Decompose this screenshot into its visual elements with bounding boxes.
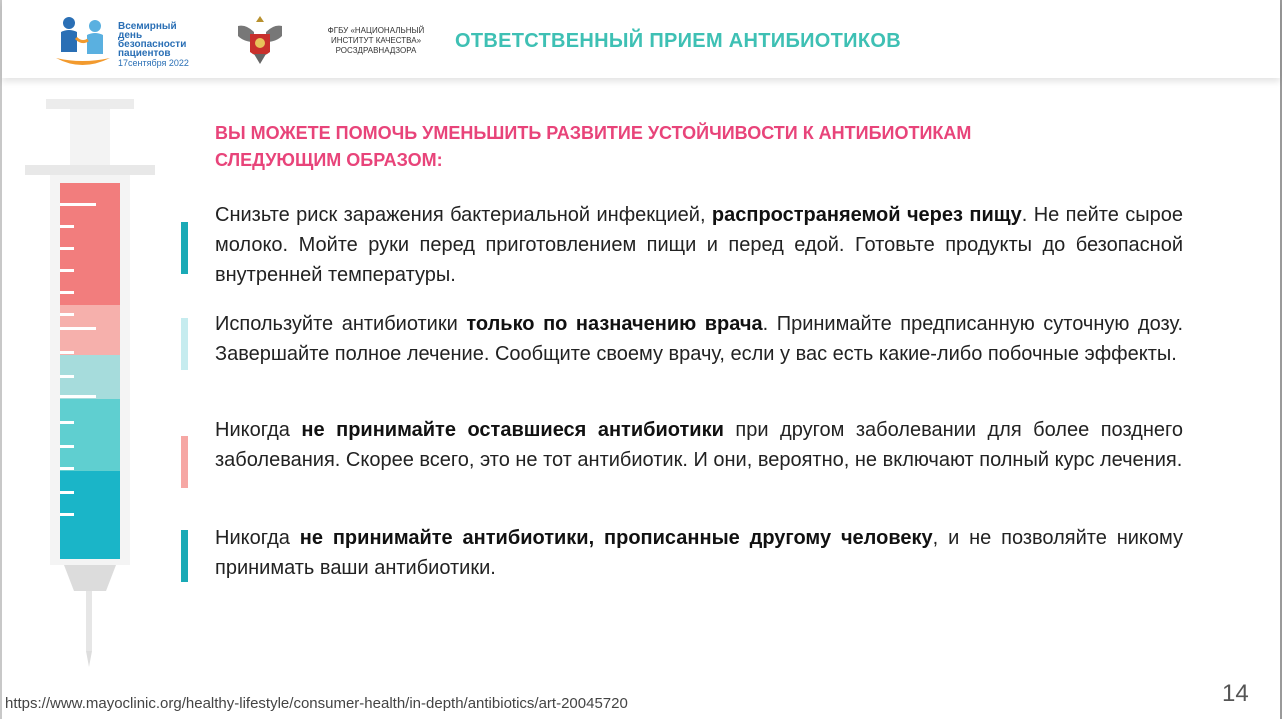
heading-line-2: СЛЕДУЮЩИМ ОБРАЗОМ: xyxy=(215,150,443,170)
tip-text: Никогда xyxy=(215,419,302,441)
syringe-flange xyxy=(25,165,155,175)
tip-paragraph-1 xyxy=(215,200,1183,290)
accent-bar-3 xyxy=(181,436,188,488)
logo-line: безопасности xyxy=(118,39,187,50)
tip-emphasis: только по назначению врача xyxy=(466,313,763,335)
accent-bar-1 xyxy=(181,222,188,274)
slide-title: ОТВЕТСТВЕННЫЙ ПРИЕМ АНТИБИОТИКОВ xyxy=(455,30,901,52)
people-logo-icon xyxy=(52,14,114,68)
syringe-fill-red xyxy=(60,183,120,305)
page-number: 14 xyxy=(1222,680,1249,707)
source-url: https://www.mayoclinic.org/healthy-lifestyle/consumer-health/in-depth/antibiotics/art-20045720 xyxy=(5,695,628,712)
logo-line: Всемирный день xyxy=(118,21,177,41)
tip-text: при другом заболевании для более позднего заболевания. Скорее всего, это не тот антибиотик. И они, вероятно, не включают полный курс лечения. xyxy=(215,419,1183,471)
tip-emphasis: не принимайте оставшиеся антибиотики xyxy=(301,419,724,441)
tip-emphasis: не принимайте антибиотики, прописанные другому человеку xyxy=(299,527,933,549)
tip-text: Используйте антибиотики xyxy=(215,313,467,335)
tip-paragraph-3 xyxy=(215,415,1183,475)
patient-safety-day-text xyxy=(118,22,202,58)
section-heading xyxy=(215,120,1165,174)
tip-paragraph-4 xyxy=(215,523,1183,583)
syringe-plunger-rod xyxy=(70,109,110,165)
accent-bar-4 xyxy=(181,530,188,582)
syringe-needle-tip xyxy=(86,651,92,667)
syringe-needle xyxy=(86,591,92,651)
tip-text: Никогда xyxy=(215,527,300,549)
institute-logo xyxy=(232,12,442,68)
emblem-eagle-icon xyxy=(232,12,288,68)
tip-text: Снизьте риск заражения бактериальной инфекцией, xyxy=(215,204,712,226)
tip-text: . Принимайте предписанную суточную дозу. Завершайте полное лечение. Сообщите своему врачу, если у вас есть какие-либо побочные эффекты. xyxy=(215,313,1183,365)
logo-line: ФГБУ «НАЦИОНАЛЬНЫЙ xyxy=(327,26,425,35)
logo-line: пациентов xyxy=(118,48,171,59)
institute-text xyxy=(306,26,446,56)
logo-line: ИНСТИТУТ КАЧЕСТВА» xyxy=(330,36,422,45)
syringe-illustration xyxy=(20,95,160,670)
patient-safety-day-logo xyxy=(52,14,202,68)
tip-paragraph-2 xyxy=(215,309,1183,369)
accent-bar-2 xyxy=(181,318,188,370)
tip-emphasis: распространяемой через пищу xyxy=(711,204,1022,226)
tip-text: , и не позволяйте никому принимать ваши антибиотики. xyxy=(215,527,1184,579)
syringe-fill-teal xyxy=(60,399,120,471)
slide-frame-left xyxy=(0,0,2,719)
logo-date: 17сентября 2022 xyxy=(118,58,189,68)
heading-line-1: ВЫ МОЖЕТЕ ПОМОЧЬ УМЕНЬШИТЬ РАЗВИТИЕ УСТОЙЧИВОСТИ К АНТИБИОТИКАМ xyxy=(215,123,972,143)
syringe-plunger-top xyxy=(46,99,134,109)
syringe-hub xyxy=(64,565,116,591)
logo-line: РОСЗДРАВНАДЗОРА xyxy=(335,46,417,55)
tip-text: . Не пейте сырое молоко. Мойте руки перед приготовлением пищи и перед едой. Готовьте продукты до безопасной внутренней температуры. xyxy=(215,204,1184,286)
